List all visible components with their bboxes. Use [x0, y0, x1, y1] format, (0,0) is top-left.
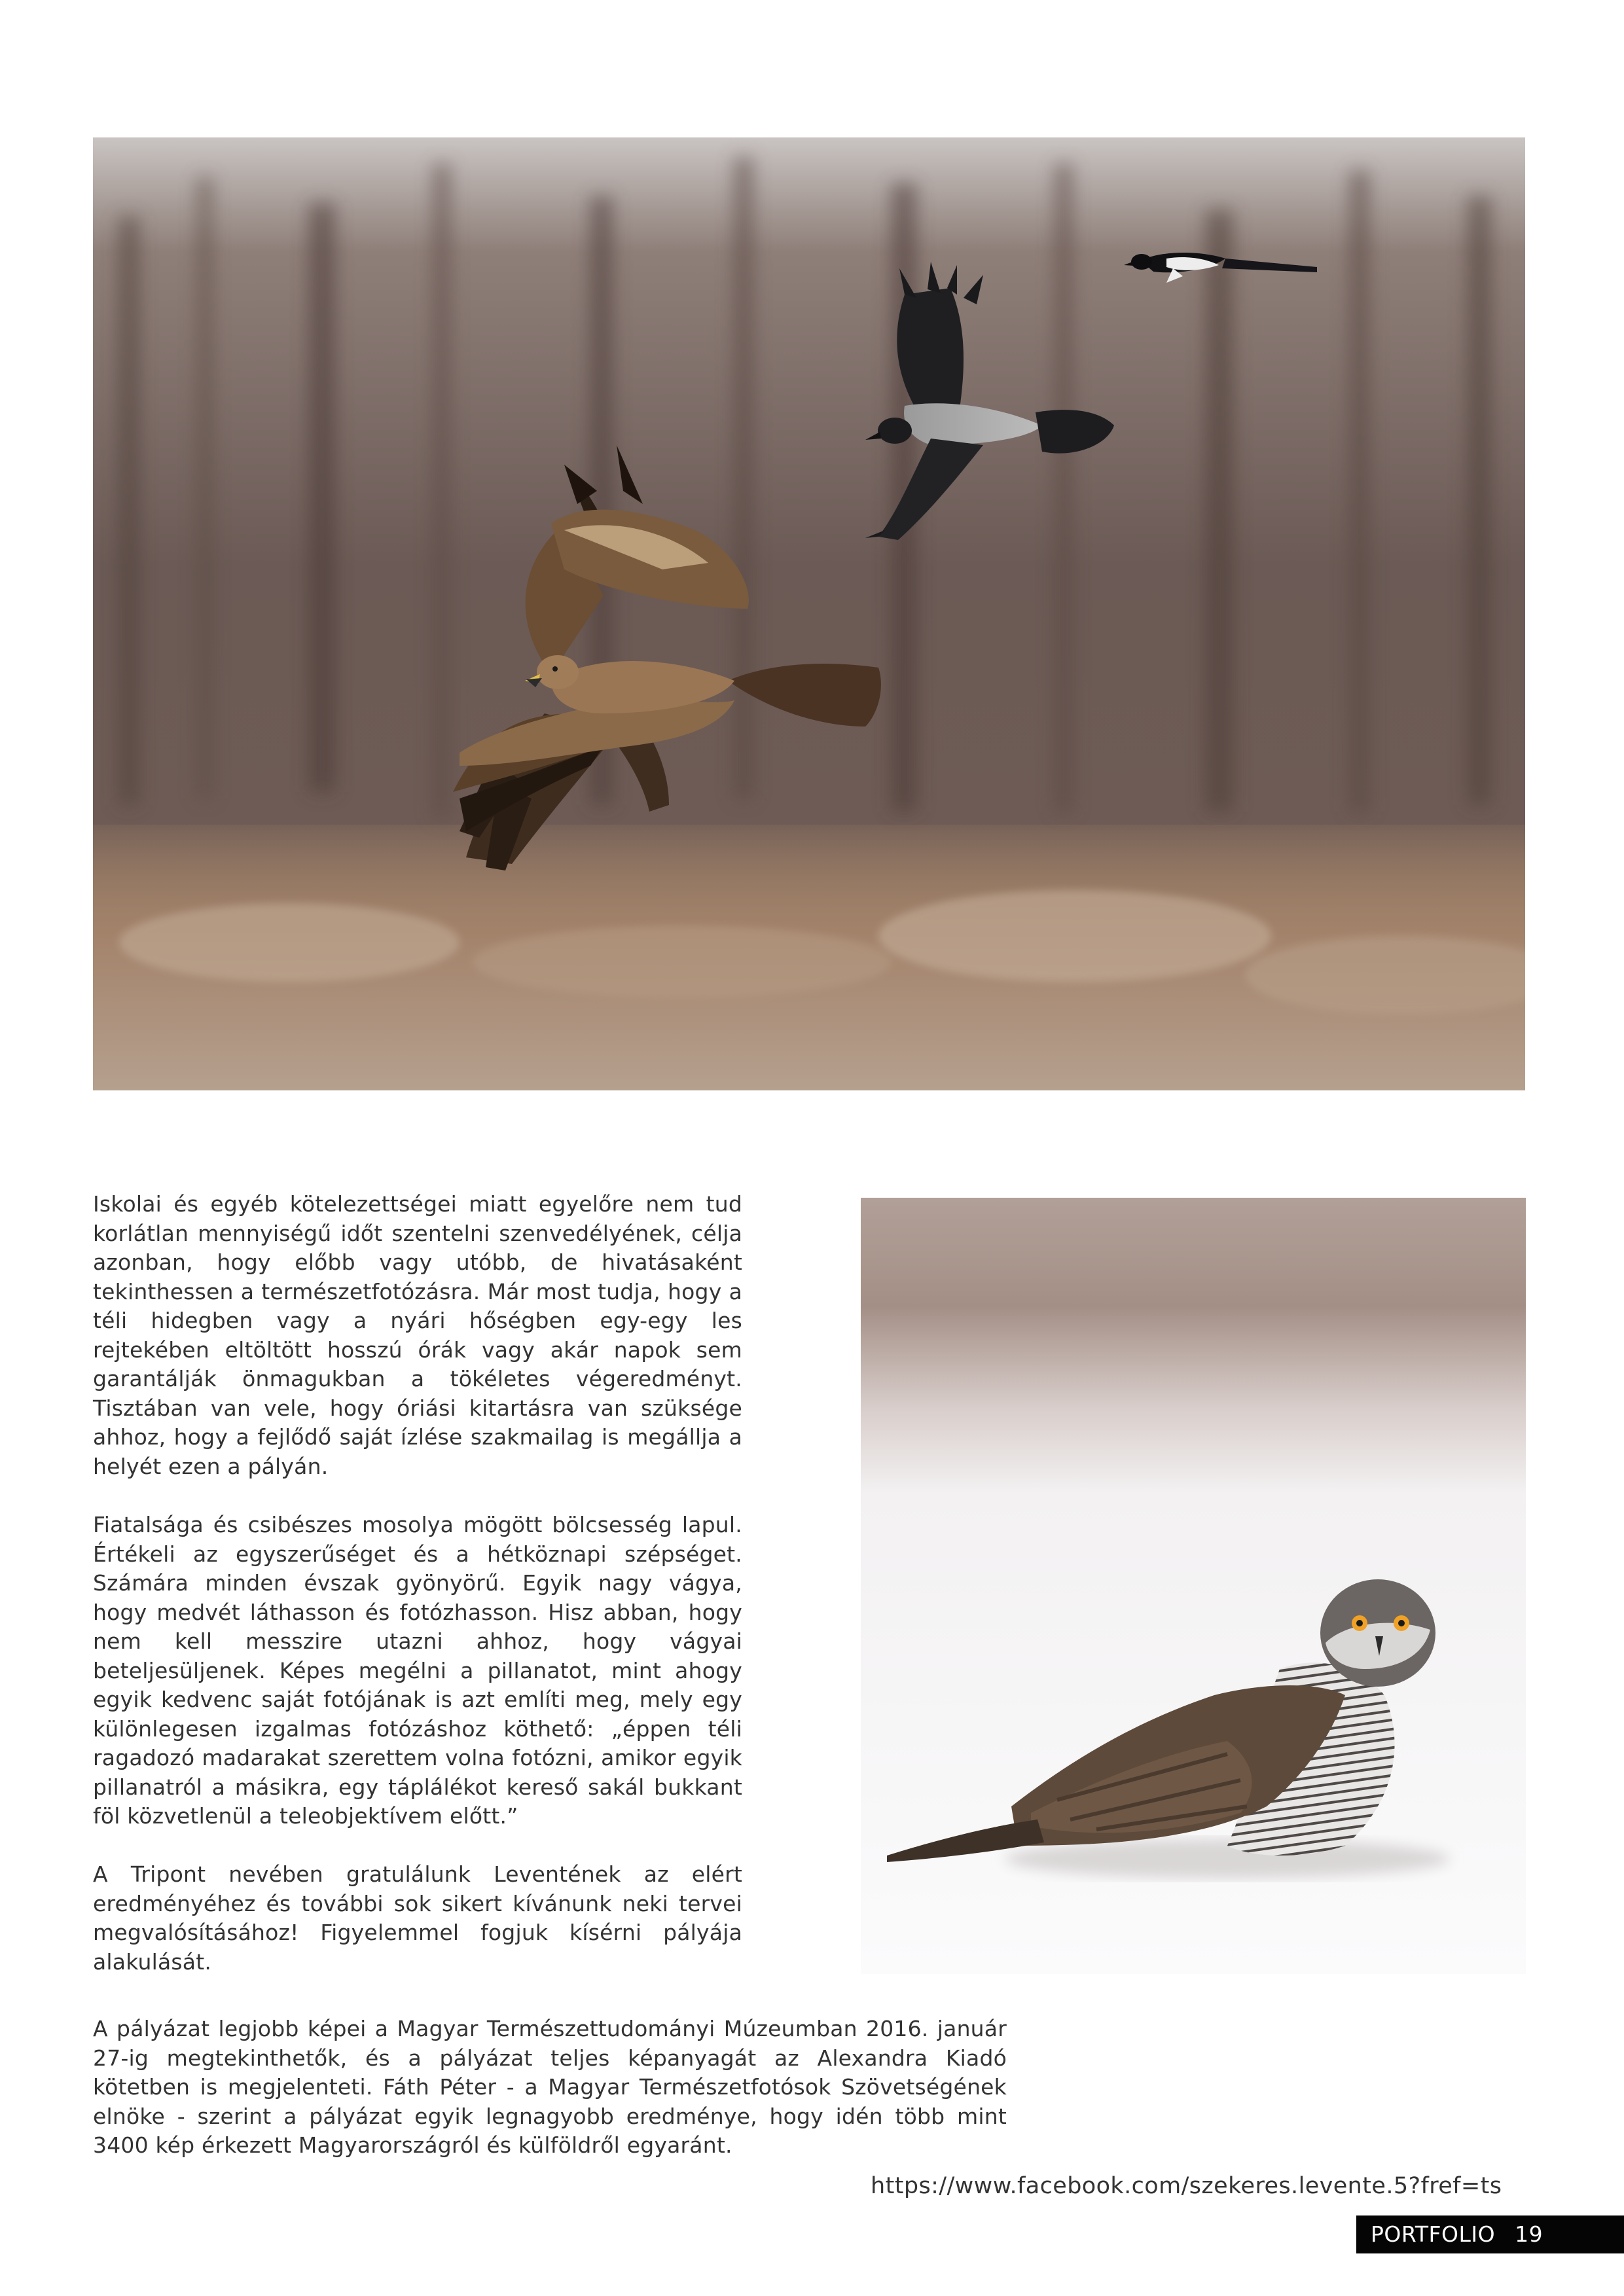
article-paragraph-1: Iskolai és egyéb kötelezettségei miatt egyelőre nem tud korlátlan mennyiségű időt szentelni szenvedélyének, célja azonban, hogy előbb vagy utóbb, de hivatásaként tekinthessen a természetfotózásra. Már most tudja, hogy a téli hidegben vagy a nyári hőségben egy-egy les rejtekében eltöltött hosszú órák vagy akár napok sem garantálják önmagukban a tökéletes végeredményt. Tisztában van vele, hogy óriási kitartásra van szüksége ahhoz, hogy a fejlődő saját ízlése szakmailag is megállja a helyét ezen a pályán.: [93, 1191, 742, 1479]
side-photo: [861, 1198, 1526, 1974]
goshawk-image: [861, 1198, 1526, 1974]
article-paragraph-3: A Tripont nevében gratulálunk Leventének az elért eredményéhez és további sok sikert kívánunk neki tervei megvalósításához! Figyelemmel fogjuk kísérni pályája alakulását.: [93, 1861, 742, 1975]
section-label: PORTFOLIO: [1371, 2221, 1496, 2247]
page-footer: [1356, 2215, 1624, 2253]
closing-paragraph: A pályázat legjobb képei a Magyar Természettudományi Múzeumban 2016. január 27-ig megtekinthetők, és a pályázat teljes képanyagát az Alexandra Kiadó kötetben is megjelenteti. Fáth Péter - a Magyar Természetfotósok Szövetségének elnöke - szerint a pályázat egyik legnagyobb eredménye, hogy idén több mint 3400 kép érkezett Magyarországról és külföldről egyaránt.: [93, 2016, 1007, 2158]
top-photo: [93, 137, 1525, 1090]
page-number: 19: [1515, 2221, 1543, 2247]
article-paragraph-2: Fiatalsága és csibészes mosolya mögött bölcsesség lapul. Értékeli az egyszerűséget és a hétköznapi szépséget. Számára minden évszak gyönyörű. Egyik nagy vágya, hogy medvét láthasson és fotózhasson. Hisz abban, hogy nem kell messzire utazni ahhoz, hogy vágyai beteljesüljenek. Képes megélni a pillanatot, mint ahogy egyik kedvenc saját fotójának is azt említi meg, mely egy különlegesen izgalmas fotózáshoz köthető: „éppen téli ragadozó madarakat szerettem volna fotózni, amikor egyik pillanatról a másikra, egy táplálékot kereső sakál bukkant föl közvetlenül a teleobjektívem előtt.”: [93, 1512, 742, 1829]
source-link[interactable]: https://www.facebook.com/szekeres.levente.5?fref=ts: [871, 2173, 1502, 2199]
bird-flight-image: [93, 137, 1525, 1090]
